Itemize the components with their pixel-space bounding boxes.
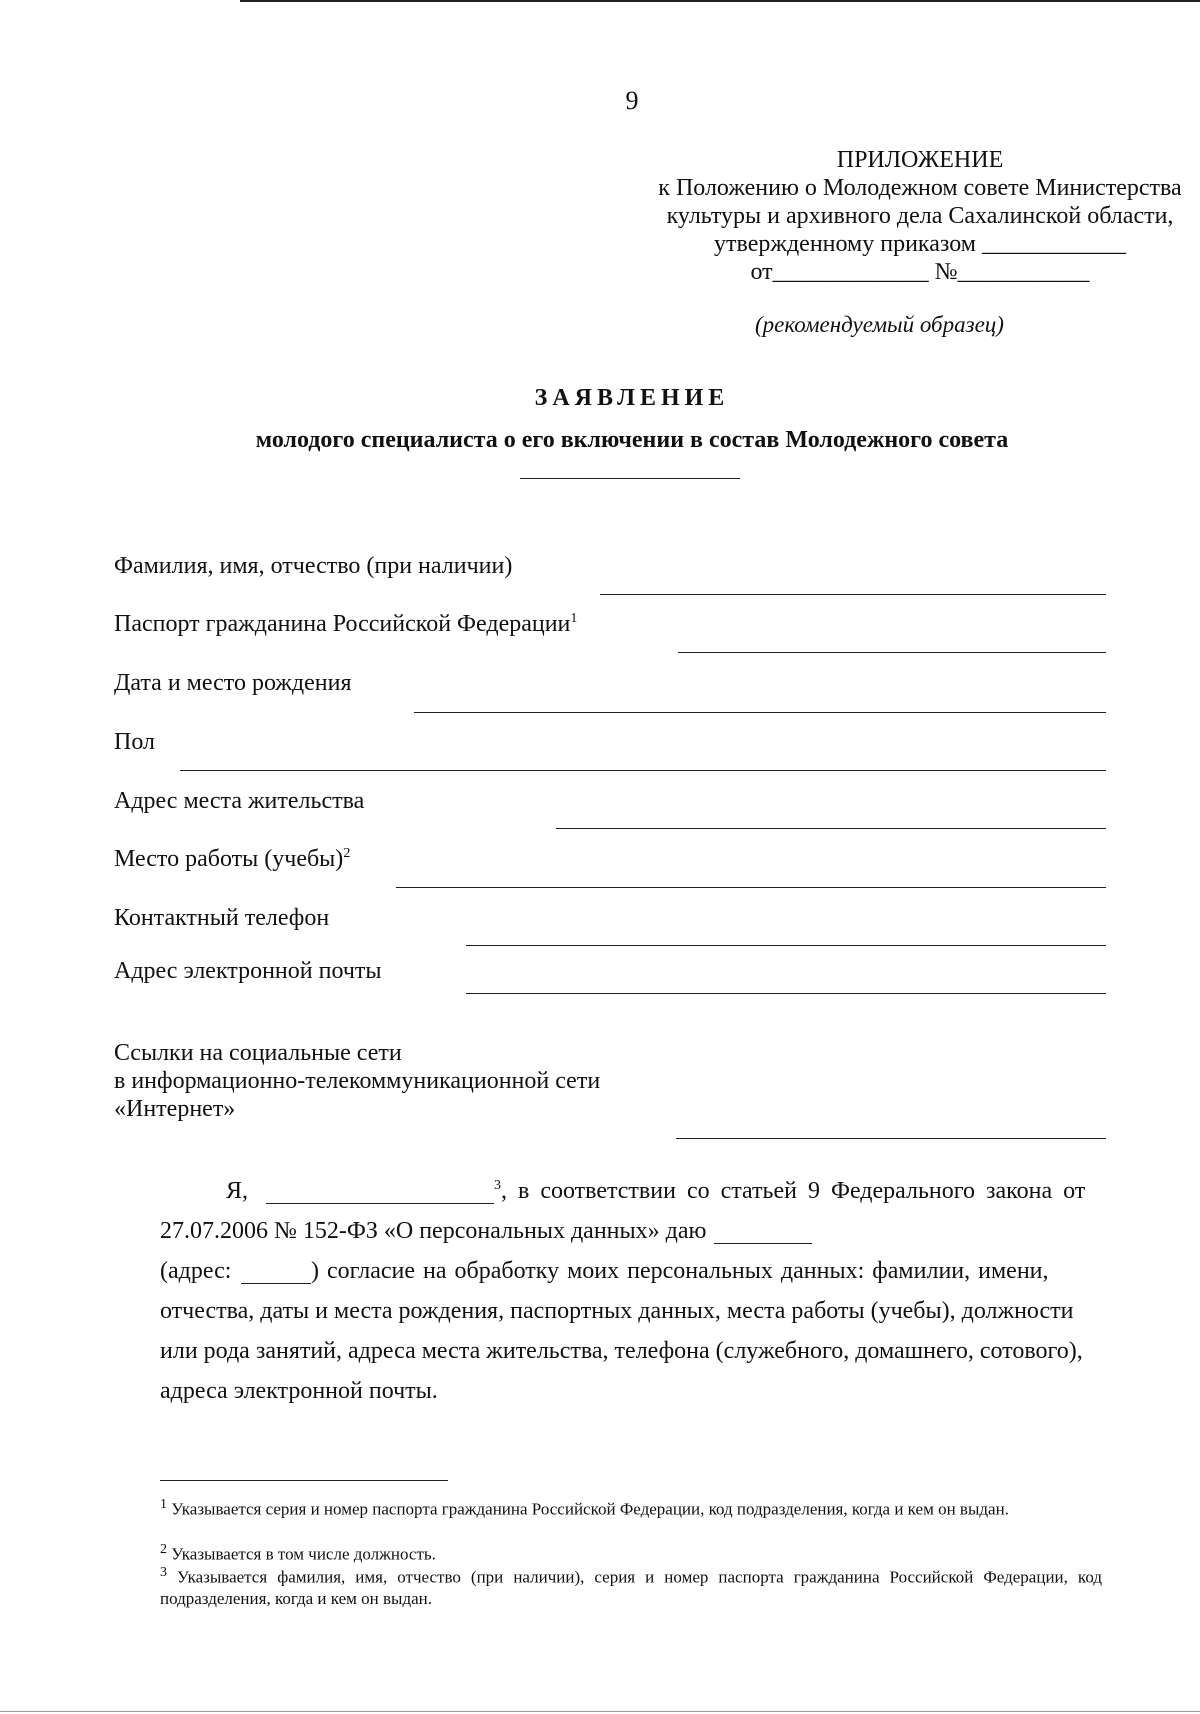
appendix-line-3: культуры и архивного дела Сахалинской области,	[666, 203, 1174, 229]
field-passport-label: Паспорт гражданина Российской Федерации$^1$	[114, 611, 578, 637]
page-number: 9	[625, 86, 639, 115]
consent-authority-line[interactable]	[714, 1243, 812, 1244]
consent-start: Я,	[226, 1178, 249, 1204]
social-links-label-3: «Интернет»	[114, 1096, 236, 1122]
consent-line-2: 27.07.2006 № 152-ФЗ «О персональных данных» даю	[160, 1218, 707, 1244]
appendix-line-2: к Положению о Молодежном совете Министерства	[658, 175, 1182, 201]
consent-line-5: или рода занятий, адреса места жительства, телефона (служебного, домашнего, сотового),	[160, 1338, 1083, 1364]
appendix-line-5: от_____________ №___________	[750, 259, 1090, 285]
field-birth-line[interactable]	[414, 712, 1106, 713]
document-title: ЗАЯВЛЕНИЕ	[534, 385, 730, 411]
field-phone-line[interactable]	[466, 945, 1106, 946]
field-address-line[interactable]	[556, 828, 1106, 829]
field-gender-line[interactable]	[180, 770, 1106, 771]
field-full-name-line[interactable]	[600, 594, 1106, 595]
consent-line-3b: ) согласие на обработку моих персональных данных: фамилии, имени,	[311, 1258, 1049, 1284]
document-subtitle: молодого специалиста о его включении в состав Молодежного совета	[255, 427, 1009, 453]
consent-name-line[interactable]	[266, 1203, 494, 1204]
consent-line-3a: (адрес:	[160, 1258, 232, 1284]
footnote-2: $^2$ Указывается в том числе должность.	[160, 1542, 436, 1564]
footnote-separator	[160, 1480, 448, 1481]
field-email-label: Адрес электронной почты	[114, 958, 382, 984]
appendix-line-4: утвержденному приказом ____________	[714, 231, 1126, 257]
field-gender-label: Пол	[114, 729, 155, 755]
footnote-1: $^1$ Указывается серия и номер паспорта гражданина Российской Федерации, код подразделения, когда и кем он выдан.	[160, 1497, 1009, 1519]
field-work-line[interactable]	[396, 887, 1106, 888]
scan-bottom-edge	[0, 1711, 1200, 1712]
scan-top-edge	[240, 0, 1200, 2]
sample-note: (рекомендуемый образец)	[755, 312, 1004, 337]
consent-line-6: адреса электронной почты.	[160, 1378, 438, 1404]
consent-line-1: $^3$, в соответствии со статьей 9 Федерального закона от	[494, 1178, 1086, 1204]
consent-address-line[interactable]	[241, 1283, 311, 1284]
field-passport-line[interactable]	[678, 652, 1106, 653]
field-work-label: Место работы (учебы)$^2$	[114, 846, 351, 872]
field-birth-label: Дата и место рождения	[114, 670, 352, 696]
social-links-label-1: Ссылки на социальные сети	[114, 1040, 402, 1066]
field-phone-label: Контактный телефон	[114, 905, 330, 931]
consent-line-4: отчества, даты и места рождения, паспортных данных, места работы (учебы), должности	[160, 1298, 1074, 1324]
field-social-line[interactable]	[676, 1138, 1106, 1139]
field-full-name-label: Фамилия, имя, отчество (при наличии)	[114, 553, 513, 579]
social-links-label-2: в информационно-телекоммуникационной сети	[114, 1068, 601, 1094]
title-underline	[520, 478, 740, 479]
field-email-line[interactable]	[466, 993, 1106, 994]
appendix-title: ПРИЛОЖЕНИЕ	[836, 147, 1004, 173]
field-address-label: Адрес места жительства	[114, 788, 365, 814]
footnote-3: $^3$ Указывается фамилия, имя, отчество (при наличии), серия и номер паспорта гражданина Российской Федерации, код подразделения, когда и кем он выдан.	[160, 1565, 1102, 1608]
